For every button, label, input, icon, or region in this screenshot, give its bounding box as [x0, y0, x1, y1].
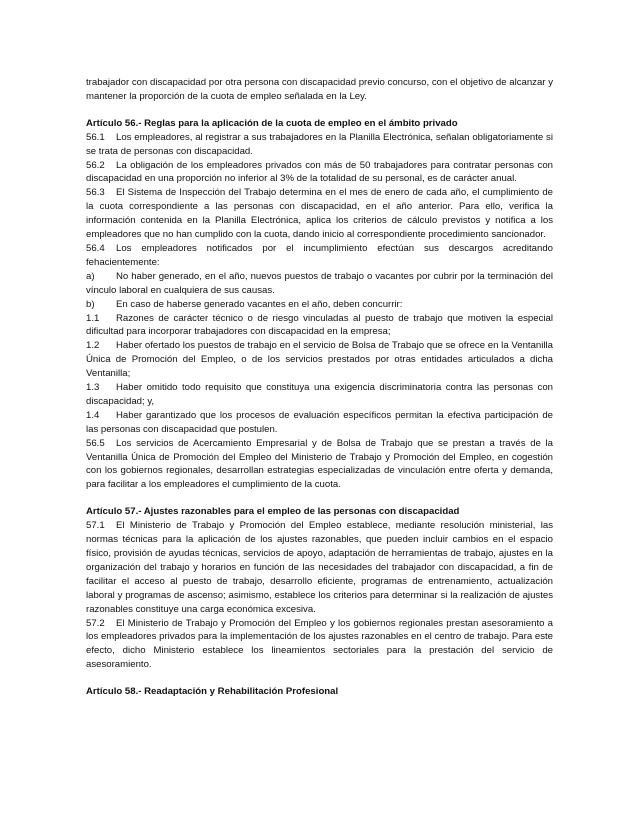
spacer [86, 492, 553, 505]
item-text: El Sistema de Inspección del Trabajo determina en el mes de enero de cada año, el cumplimiento de la cuota correspondiente a las personas con discapacidad, en el año anterior. Para ello, verifica la información contenida en la Planilla Electrónica, aplica los criterios de cálculo previstos y notifica a los empleadores que no han cumplido con la cuota, dando inicio al correspondiente procedimiento sancionador. [86, 187, 553, 241]
item-number: b) [86, 298, 95, 310]
item-number: 57.2 [86, 617, 105, 629]
para-56-2 [86, 159, 553, 187]
item-number: 56.4 [86, 242, 105, 254]
para-56-5 [86, 437, 553, 493]
para-a [86, 270, 553, 298]
item-text: Razones de carácter técnico o de riesgo vinculadas al puesto de trabajo que motiven la especial dificultad para incorporar trabajadores con discapacidad en la empresa; [86, 312, 553, 338]
para-b [86, 298, 553, 312]
item-text: En caso de haberse generado vacantes en el año, deben concurrir: [116, 298, 403, 310]
item-number: 1.2 [86, 340, 100, 352]
item-number: 56.3 [86, 187, 105, 199]
item-number: 56.5 [86, 437, 105, 449]
item-number: 1.1 [86, 312, 100, 324]
para-57-2 [86, 617, 553, 673]
intro-paragraph: trabajador con discapacidad por otra persona con discapacidad previo concurso, con el objetivo de alcanzar y mantener la proporción de la cuota de empleo señalada en la Ley. [86, 77, 553, 102]
item-text: Los servicios de Acercamiento Empresarial y de Bolsa de Trabajo que se prestan a través de la Ventanilla Única de Promoción del Empleo del Ministerio de Trabajo y Promoción del Empleo, en cogestión con los gobiernos regionales, desarrollan estrategias especializadas de vinculación entre oferta y demanda, para facilitar a los empleadores el cumplimiento de la cuota. [86, 437, 553, 491]
item-text: La obligación de los empleadores privados con más de 50 trabajadores para contratar personas con discapacidad en una proporción no inferior al 3% de la totalidad de su personal, es de carácter anual. [86, 159, 553, 185]
para-56-3 [86, 186, 553, 242]
spacer [86, 104, 553, 117]
para-1-2 [86, 339, 553, 381]
para-56-4 [86, 242, 553, 270]
item-number: a) [86, 270, 95, 282]
item-text: El Ministerio de Trabajo y Promoción del Empleo establece, mediante resolución ministerial, las normas técnicas para la aplicación de los ajustes razonables, que pueden incluir cambios en el espacio físico, provisión de ayudas técnicas, servicios de apoyo, adaptación de herramientas de trabajo, ajustes en la organización del trabajo y horarios en función de las necesidades del trabajador con discapacidad, a fin de facilitar el acceso al puesto de trabajo, desarrollo eficiente, programas de entrenamiento, actualización laboral y programas de ascenso; asimismo, establece los criterios para determinar si la realización de ajustes razonables constituye una carga económica excesiva. [86, 520, 553, 615]
item-text: Los empleadores notificados por el incumplimiento efectúan sus descargos acreditando fehacientemente: [86, 242, 553, 268]
item-number: 1.4 [86, 409, 100, 421]
spacer [86, 672, 553, 685]
para-57-1 [86, 519, 553, 616]
item-text: Haber ofertado los puestos de trabajo en el servicio de Bolsa de Trabajo que se ofrece en la Ventanilla Única de Promoción del Empleo, o de los servicios prestados por otras entidades articulados a dicha Ventanilla; [86, 340, 553, 380]
item-text: No haber generado, en el año, nuevos puestos de trabajo o vacantes por cubrir por la terminación del vínculo laboral en cualquiera de sus causas. [86, 270, 553, 296]
item-text: Haber omitido todo requisito que constituya una exigencia discriminatoria contra las personas con discapacidad; y, [86, 382, 553, 407]
article-58-title: Artículo 58.- Readaptación y Rehabilitación Profesional [86, 686, 339, 698]
item-number: 56.2 [86, 159, 105, 171]
para-1-4 [86, 409, 553, 437]
para-1-3 [86, 381, 553, 409]
document-page [86, 76, 553, 699]
item-number: 56.1 [86, 131, 105, 143]
item-text: Los empleadores, al registrar a sus trabajadores en la Planilla Electrónica, señalan obligatoriamente si se trata de personas con discapacidad. [86, 131, 553, 157]
item-text: Haber garantizado que los procesos de evaluación específicos permitan la efectiva participación de las personas con discapacidad que postulen. [86, 409, 553, 435]
para-1-1 [86, 312, 553, 340]
article-57-title: Artículo 57.- Ajustes razonables para el empleo de las personas con discapacidad [86, 506, 460, 518]
para-56-1 [86, 131, 553, 159]
article-56-title: Artículo 56.- Reglas para la aplicación de la cuota de empleo en el ámbito privado [86, 117, 458, 129]
item-text: El Ministerio de Trabajo y Promoción del Empleo y los gobiernos regionales prestan asesoramiento a los empleadores privados para la implementación de los ajustes razonables en el centro de trabajo. Para este efecto, dicho Ministerio establece los lineamientos sectoriales para la prestación del servicio de asesoramiento. [86, 617, 553, 671]
item-number: 57.1 [86, 520, 105, 532]
item-number: 1.3 [86, 382, 100, 394]
